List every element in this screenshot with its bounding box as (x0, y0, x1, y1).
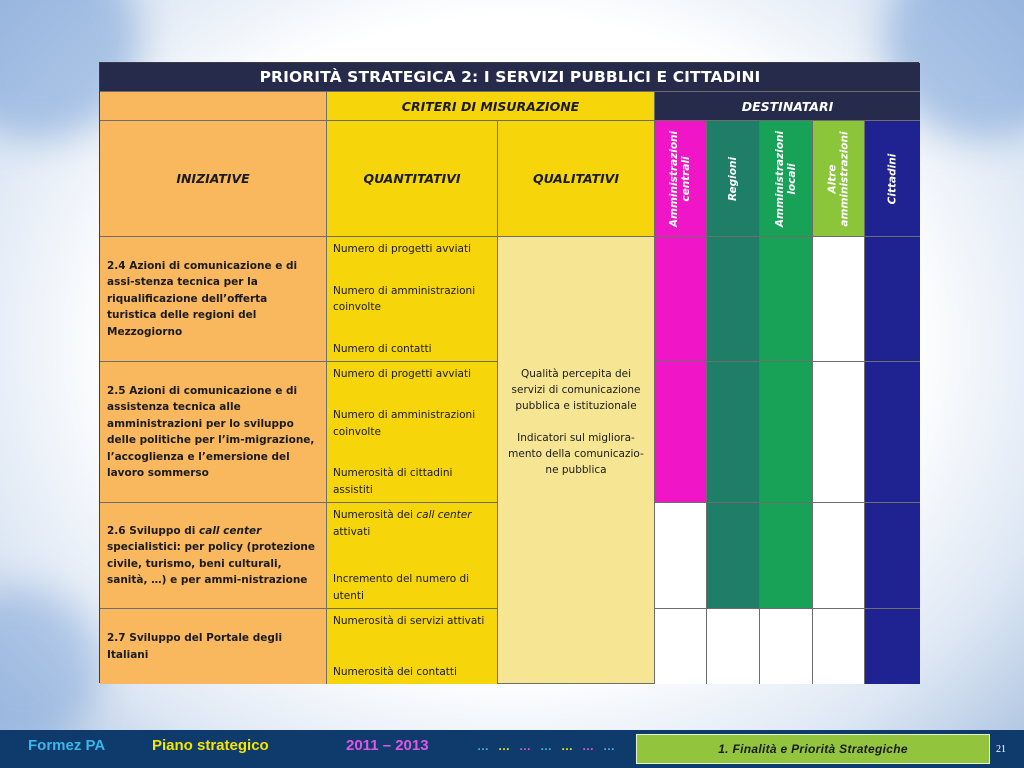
matrix-cell (813, 237, 865, 362)
matrix-cell (707, 609, 760, 684)
footer-dot: … (519, 739, 532, 753)
destinatario-cittadini (865, 121, 920, 237)
matrix-cell (655, 609, 707, 684)
iniziativa-text: 2.4 Azioni di comunicazione e di assi-stenza tecnica per la riqualificazione dell’offerta turistica delle regioni del Mezzogiorno (107, 259, 298, 338)
matrix-cell (865, 503, 920, 609)
matrix-cell (655, 237, 707, 362)
quantitativo-item: Numero di amministrazioni coinvolte (333, 284, 476, 313)
destinatario-amministrazioni-centrali (655, 121, 707, 237)
page-number: 21 (996, 744, 1006, 755)
destinatario-label: Regioni (727, 156, 739, 201)
quantitativo-item: Numero di progetti avviati (333, 368, 472, 380)
matrix-cell (813, 609, 865, 684)
quantitativo-italic: call center (416, 509, 472, 521)
matrix-cell (760, 609, 813, 684)
destinatario-amministrazioni-locali (760, 121, 813, 237)
matrix-cell (813, 503, 865, 609)
quantitativo-item: Numero di contatti (333, 342, 432, 355)
quantitativo-item: Numero di progetti avviati (333, 243, 472, 255)
quantitativo-item: Incremento del numero di utenti (333, 573, 470, 602)
destinatario-label: Cittadini (886, 153, 899, 204)
quantitativi-2-4 (327, 237, 498, 362)
footer-dot: … (477, 739, 490, 753)
section-label: 1. Finalità e Priorità Strategiche (636, 734, 990, 764)
qualitativo-item: Indicatori sul migliora-mento della comunicazio-ne pubblica (508, 432, 644, 476)
destinatario-label: Amministrazioni centrali (668, 130, 693, 227)
quantitativo-item: Numerosità dei contatti (333, 665, 457, 678)
matrix-cell (655, 362, 707, 503)
footer-dot: … (561, 739, 574, 753)
footer-years: 2011 – 2013 (346, 737, 429, 754)
quantitativi-2-7 (327, 609, 498, 684)
iniziativa-text: 2.7 Sviluppo del Portale degli Italiani (107, 632, 283, 661)
destinatario-regioni (707, 121, 760, 237)
quantitativo-item (333, 507, 491, 540)
footer-dot: … (540, 739, 553, 753)
iniziativa-2-5 (100, 362, 327, 503)
column-header-qualitativi: QUALITATIVI (498, 121, 655, 237)
destinatario-altre-amministrazioni (813, 121, 865, 237)
iniziativa-text-italic: call center (199, 524, 262, 537)
footer-dots (477, 739, 624, 753)
footer-org: Formez PA (28, 737, 106, 754)
qualitativi-merged-cell (498, 237, 655, 684)
background-glow-bottom-left (0, 588, 100, 748)
quantitativo-post: attivati (333, 525, 371, 538)
matrix-cell (760, 503, 813, 609)
iniziativa-2-4 (100, 237, 327, 362)
iniziativa-text (107, 523, 320, 589)
column-header-iniziative: INIZIATIVE (100, 121, 327, 237)
matrix-cell (707, 503, 760, 609)
priority-table (99, 62, 919, 683)
table-title: PRIORITÀ STRATEGICA 2: I SERVIZI PUBBLICI E CITTADINI (100, 63, 920, 92)
matrix-cell (865, 362, 920, 503)
quantitativo-item: Numero di amministrazioni coinvolte (333, 409, 476, 438)
quantitativo-item: Numerosità di cittadini assistiti (333, 467, 453, 496)
quantitativo-item: Numerosità di servizi attivati (333, 615, 485, 627)
matrix-cell (707, 362, 760, 503)
matrix-cell (655, 503, 707, 609)
footer-dot: … (582, 739, 595, 753)
column-header-quantitativi: QUANTITATIVI (327, 121, 498, 237)
matrix-cell (813, 362, 865, 503)
iniziativa-text: 2.5 Azioni di comunicazione e di assistenza tecnica alle amministrazioni per lo sviluppo delle politiche per l’im-migrazione, l’accoglienza e l’emersione del lavoro sommerso (107, 384, 315, 479)
footer-plan-title: Piano strategico (152, 737, 269, 754)
quantitativo-pre: Numerosità dei (333, 509, 417, 521)
footer-dot: … (603, 739, 616, 753)
iniziativa-2-6 (100, 503, 327, 609)
iniziativa-text-post: specialistici: per policy (protezione civile, turismo, beni culturali, sanità, …) e per ammi-nistrazione (107, 541, 316, 586)
iniziativa-text-pre: 2.6 Sviluppo di (107, 524, 200, 537)
matrix-cell (865, 609, 920, 684)
matrix-cell (760, 237, 813, 362)
destinatari-header: DESTINATARI (655, 92, 920, 121)
quantitativi-2-6 (327, 503, 498, 609)
footer-dot: … (498, 739, 511, 753)
quantitativi-2-5 (327, 362, 498, 503)
matrix-cell (865, 237, 920, 362)
header-spacer (100, 92, 327, 121)
qualitativo-item: Qualità percepita dei servizi di comunicazione pubblica e istituzionale (511, 368, 641, 412)
matrix-cell (707, 237, 760, 362)
iniziativa-2-7 (100, 609, 327, 684)
matrix-cell (760, 362, 813, 503)
destinatario-label: Altre amministrazioni (826, 130, 851, 227)
destinatario-label: Amministrazioni locali (774, 130, 798, 227)
criteri-header: CRITERI DI MISURAZIONE (327, 92, 655, 121)
